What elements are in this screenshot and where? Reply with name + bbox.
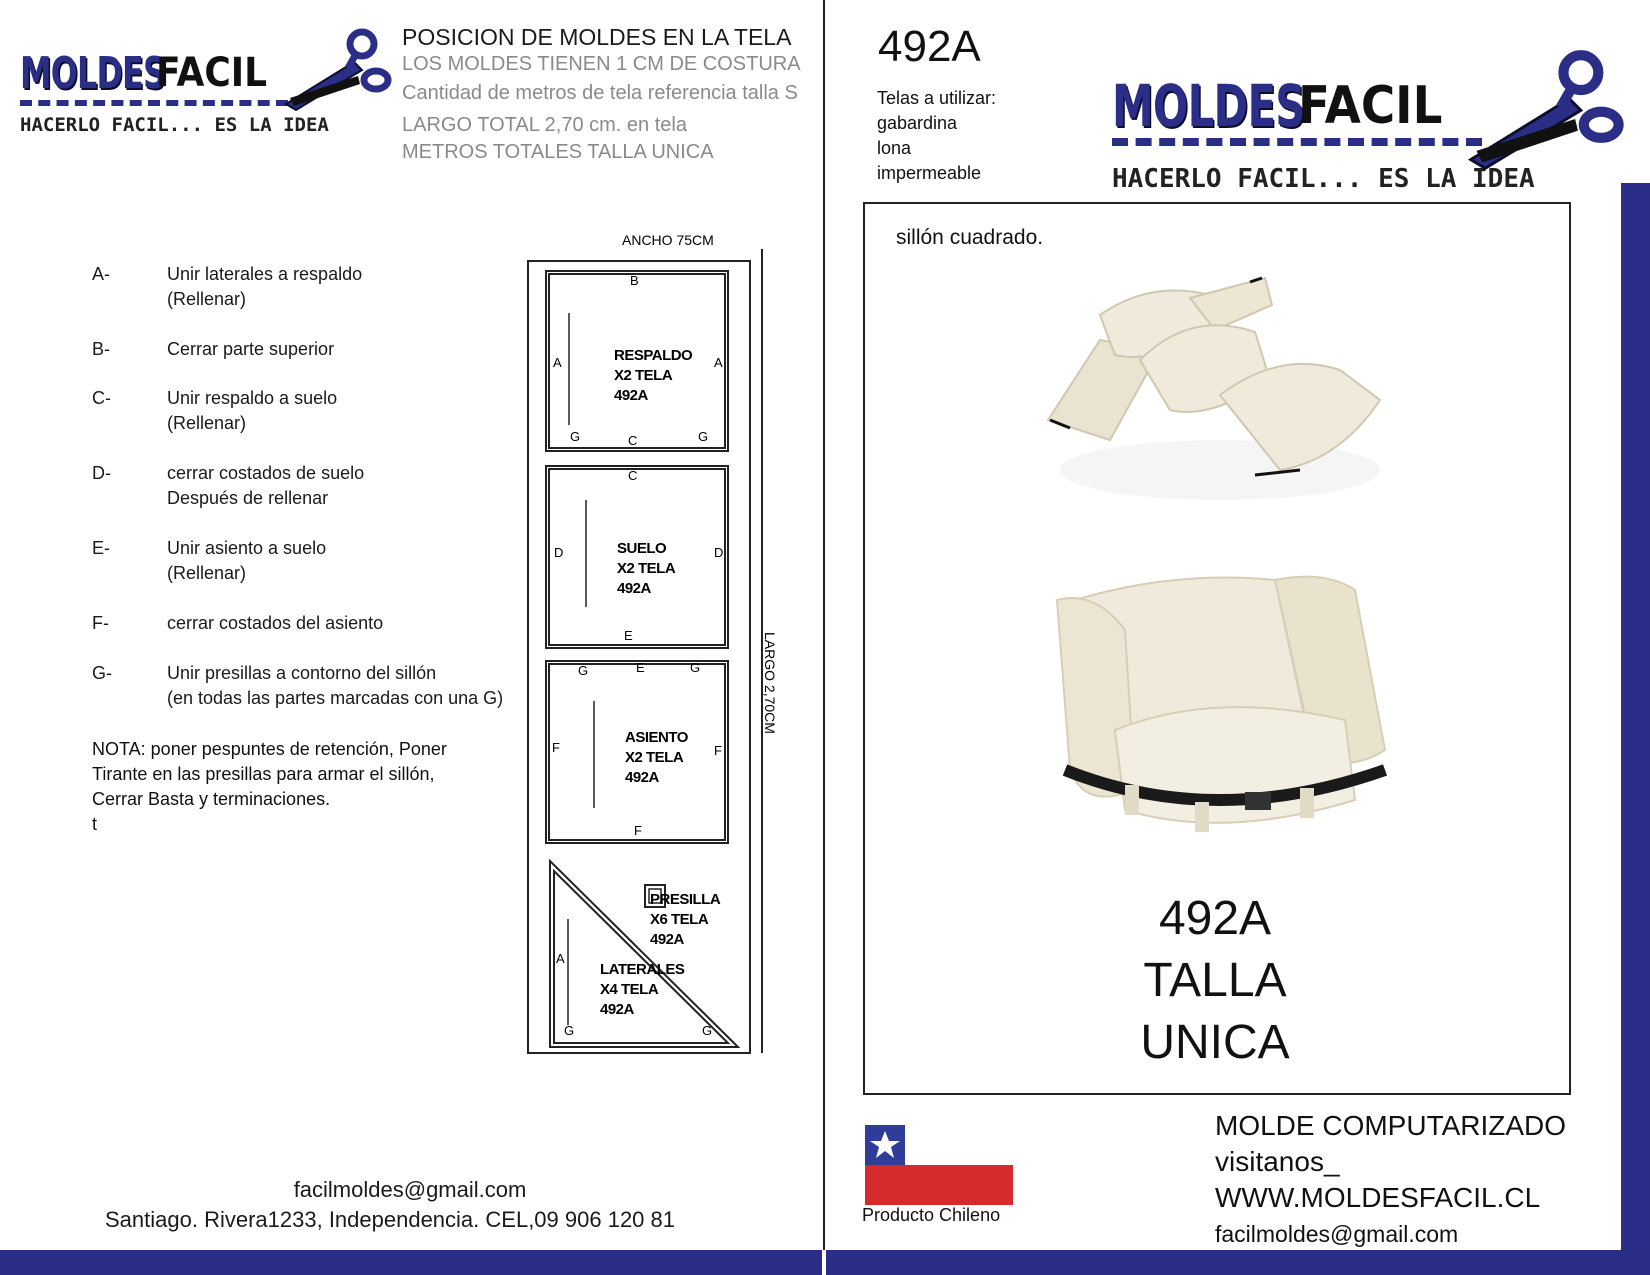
width-label: ANCHO 75CM [622, 232, 714, 248]
piece-code: 492A [614, 387, 648, 404]
step-text: Unir asiento a suelo [167, 538, 327, 558]
fabric-line: impermeable [877, 163, 982, 183]
piece-presilla [645, 885, 721, 948]
piece-code: 492A [625, 769, 659, 786]
mark-d: D [554, 545, 564, 560]
mark-d: D [714, 545, 724, 560]
step-text: Después de rellenar [167, 488, 329, 508]
mark-b: B [630, 273, 639, 288]
mark-a: A [714, 355, 723, 370]
brand-logo-right [1110, 40, 1630, 200]
chile-flag-icon [865, 1125, 1013, 1205]
cutting-header-line: LOS MOLDES TIENEN 1 CM DE COSTURA [402, 53, 801, 75]
mark-f: F [714, 743, 722, 758]
step-letter: E- [92, 538, 110, 558]
website-link[interactable]: WWW.MOLDESFACIL.CL [1215, 1182, 1541, 1213]
piece-name: LATERALES [600, 961, 685, 978]
piece-name: ASIENTO [625, 729, 688, 746]
fabric-line: lona [877, 138, 912, 158]
piece-qty: X6 TELA [650, 911, 709, 928]
piece-asiento [546, 660, 728, 843]
assembled-chair-image [1055, 570, 1395, 850]
step-text: Unir laterales a respaldo [167, 264, 363, 284]
fabric-list [877, 86, 996, 186]
step-text: (Rellenar) [167, 289, 247, 309]
fabric-line: gabardina [877, 113, 958, 133]
bottom-band-gap [822, 1250, 826, 1275]
mark-g: G [690, 660, 701, 675]
step-letter: D- [92, 463, 111, 483]
footer-line: visitanos_ [1215, 1146, 1340, 1177]
piece-qty: X4 TELA [600, 981, 659, 998]
scissors-icon [1462, 32, 1632, 162]
piece-qty: X2 TELA [625, 749, 684, 766]
mark-e: E [636, 660, 645, 675]
note-line: Cerrar Basta y terminaciones. [92, 789, 331, 809]
note-line: t [92, 814, 98, 834]
piece-name: PRESILLA [650, 891, 721, 908]
footer-info [1215, 1108, 1566, 1252]
piece-code: 492A [617, 580, 651, 597]
contact-email: facilmoldes@gmail.com [293, 1177, 527, 1202]
step-text: (Rellenar) [167, 413, 247, 433]
piece-respaldo [546, 271, 728, 451]
piece-qty: X2 TELA [617, 560, 676, 577]
size-line: TALLA [1143, 954, 1287, 1007]
size-label [1100, 888, 1330, 1074]
flag-caption: Producto Chileno [862, 1205, 1001, 1225]
pattern-code: 492A [878, 22, 981, 71]
logo-dash-line [20, 100, 288, 106]
logo-word-moldes: MOLDES [20, 48, 166, 99]
piece-name: RESPALDO [614, 347, 693, 364]
step-text: Unir respaldo a suelo [167, 388, 338, 408]
piece-code: 492A [600, 1001, 634, 1018]
fabric-line: Telas a utilizar: [877, 88, 997, 108]
size-line: UNICA [1140, 1016, 1290, 1069]
step-text: Cerrar parte superior [167, 339, 335, 359]
note-line: NOTA: poner pespuntes de retención, Poner [92, 739, 447, 759]
step-text: (en todas las partes marcadas con una G) [167, 688, 504, 708]
page-divider [823, 0, 825, 1250]
piece-name: SUELO [617, 540, 667, 557]
assembly-note [92, 737, 512, 837]
logo-word-facil: FACIL [1298, 76, 1443, 136]
cutting-header-line: LARGO TOTAL 2,70 cm. en tela [402, 114, 687, 136]
mark-e: E [624, 628, 633, 643]
logo-dash-line [1112, 138, 1482, 146]
pattern-layout-diagram [520, 225, 780, 1055]
product-name: sillón cuadrado. [896, 226, 1044, 249]
logo-word-facil: FACIL [156, 50, 268, 96]
size-line: 492A [1158, 892, 1272, 945]
logo-tagline: HACERLO FACIL... ES LA IDEA [20, 114, 329, 136]
piece-qty: X2 TELA [614, 367, 673, 384]
step-text: cerrar costados del asiento [167, 613, 384, 633]
mark-g: G [702, 1023, 713, 1038]
scissors-icon [280, 16, 400, 116]
step-letter: G- [92, 663, 112, 683]
step-letter: A- [92, 264, 110, 284]
mark-g: G [564, 1023, 575, 1038]
mark-a: A [553, 355, 562, 370]
contact-address: Santiago. Rivera1233, Independencia. CEL,09 906 120 81 [105, 1207, 675, 1232]
step-letter: B- [92, 339, 110, 359]
piece-suelo [546, 466, 728, 648]
cutting-header-title: POSICION DE MOLDES EN LA TELA [402, 24, 792, 50]
step-letter: F- [92, 613, 109, 633]
logo-word-moldes: MOLDES [1112, 72, 1305, 140]
mark-f: F [634, 823, 642, 838]
mark-g: G [578, 663, 589, 678]
footer-line: MOLDE COMPUTARIZADO [1215, 1110, 1567, 1141]
brand-logo-left [18, 20, 398, 140]
unfolded-chair-image [1040, 270, 1400, 520]
note-line: Tirante en las presillas para armar el sillón, [92, 764, 435, 784]
right-edge-band [1621, 183, 1650, 1253]
footer-email[interactable]: facilmoldes@gmail.com [1215, 1221, 1459, 1247]
step-text: (Rellenar) [167, 563, 247, 583]
step-text: cerrar costados de suelo [167, 463, 365, 483]
step-letter: C- [92, 388, 111, 408]
length-label: LARGO 2,70CM [762, 632, 778, 734]
mark-f: F [552, 740, 560, 755]
mark-g: G [570, 429, 581, 444]
piece-code: 492A [650, 931, 684, 948]
mark-c: C [628, 433, 638, 448]
mark-g: G [698, 429, 709, 444]
cutting-header-line: METROS TOTALES TALLA UNICA [402, 141, 714, 163]
mark-a: A [556, 951, 565, 966]
logo-tagline: HACERLO FACIL... ES LA IDEA [1112, 164, 1535, 194]
step-text: Unir presillas a contorno del sillón [167, 663, 437, 683]
cutting-header-line: Cantidad de metros de tela referencia talla S [402, 82, 798, 104]
mark-c: C [628, 468, 638, 483]
